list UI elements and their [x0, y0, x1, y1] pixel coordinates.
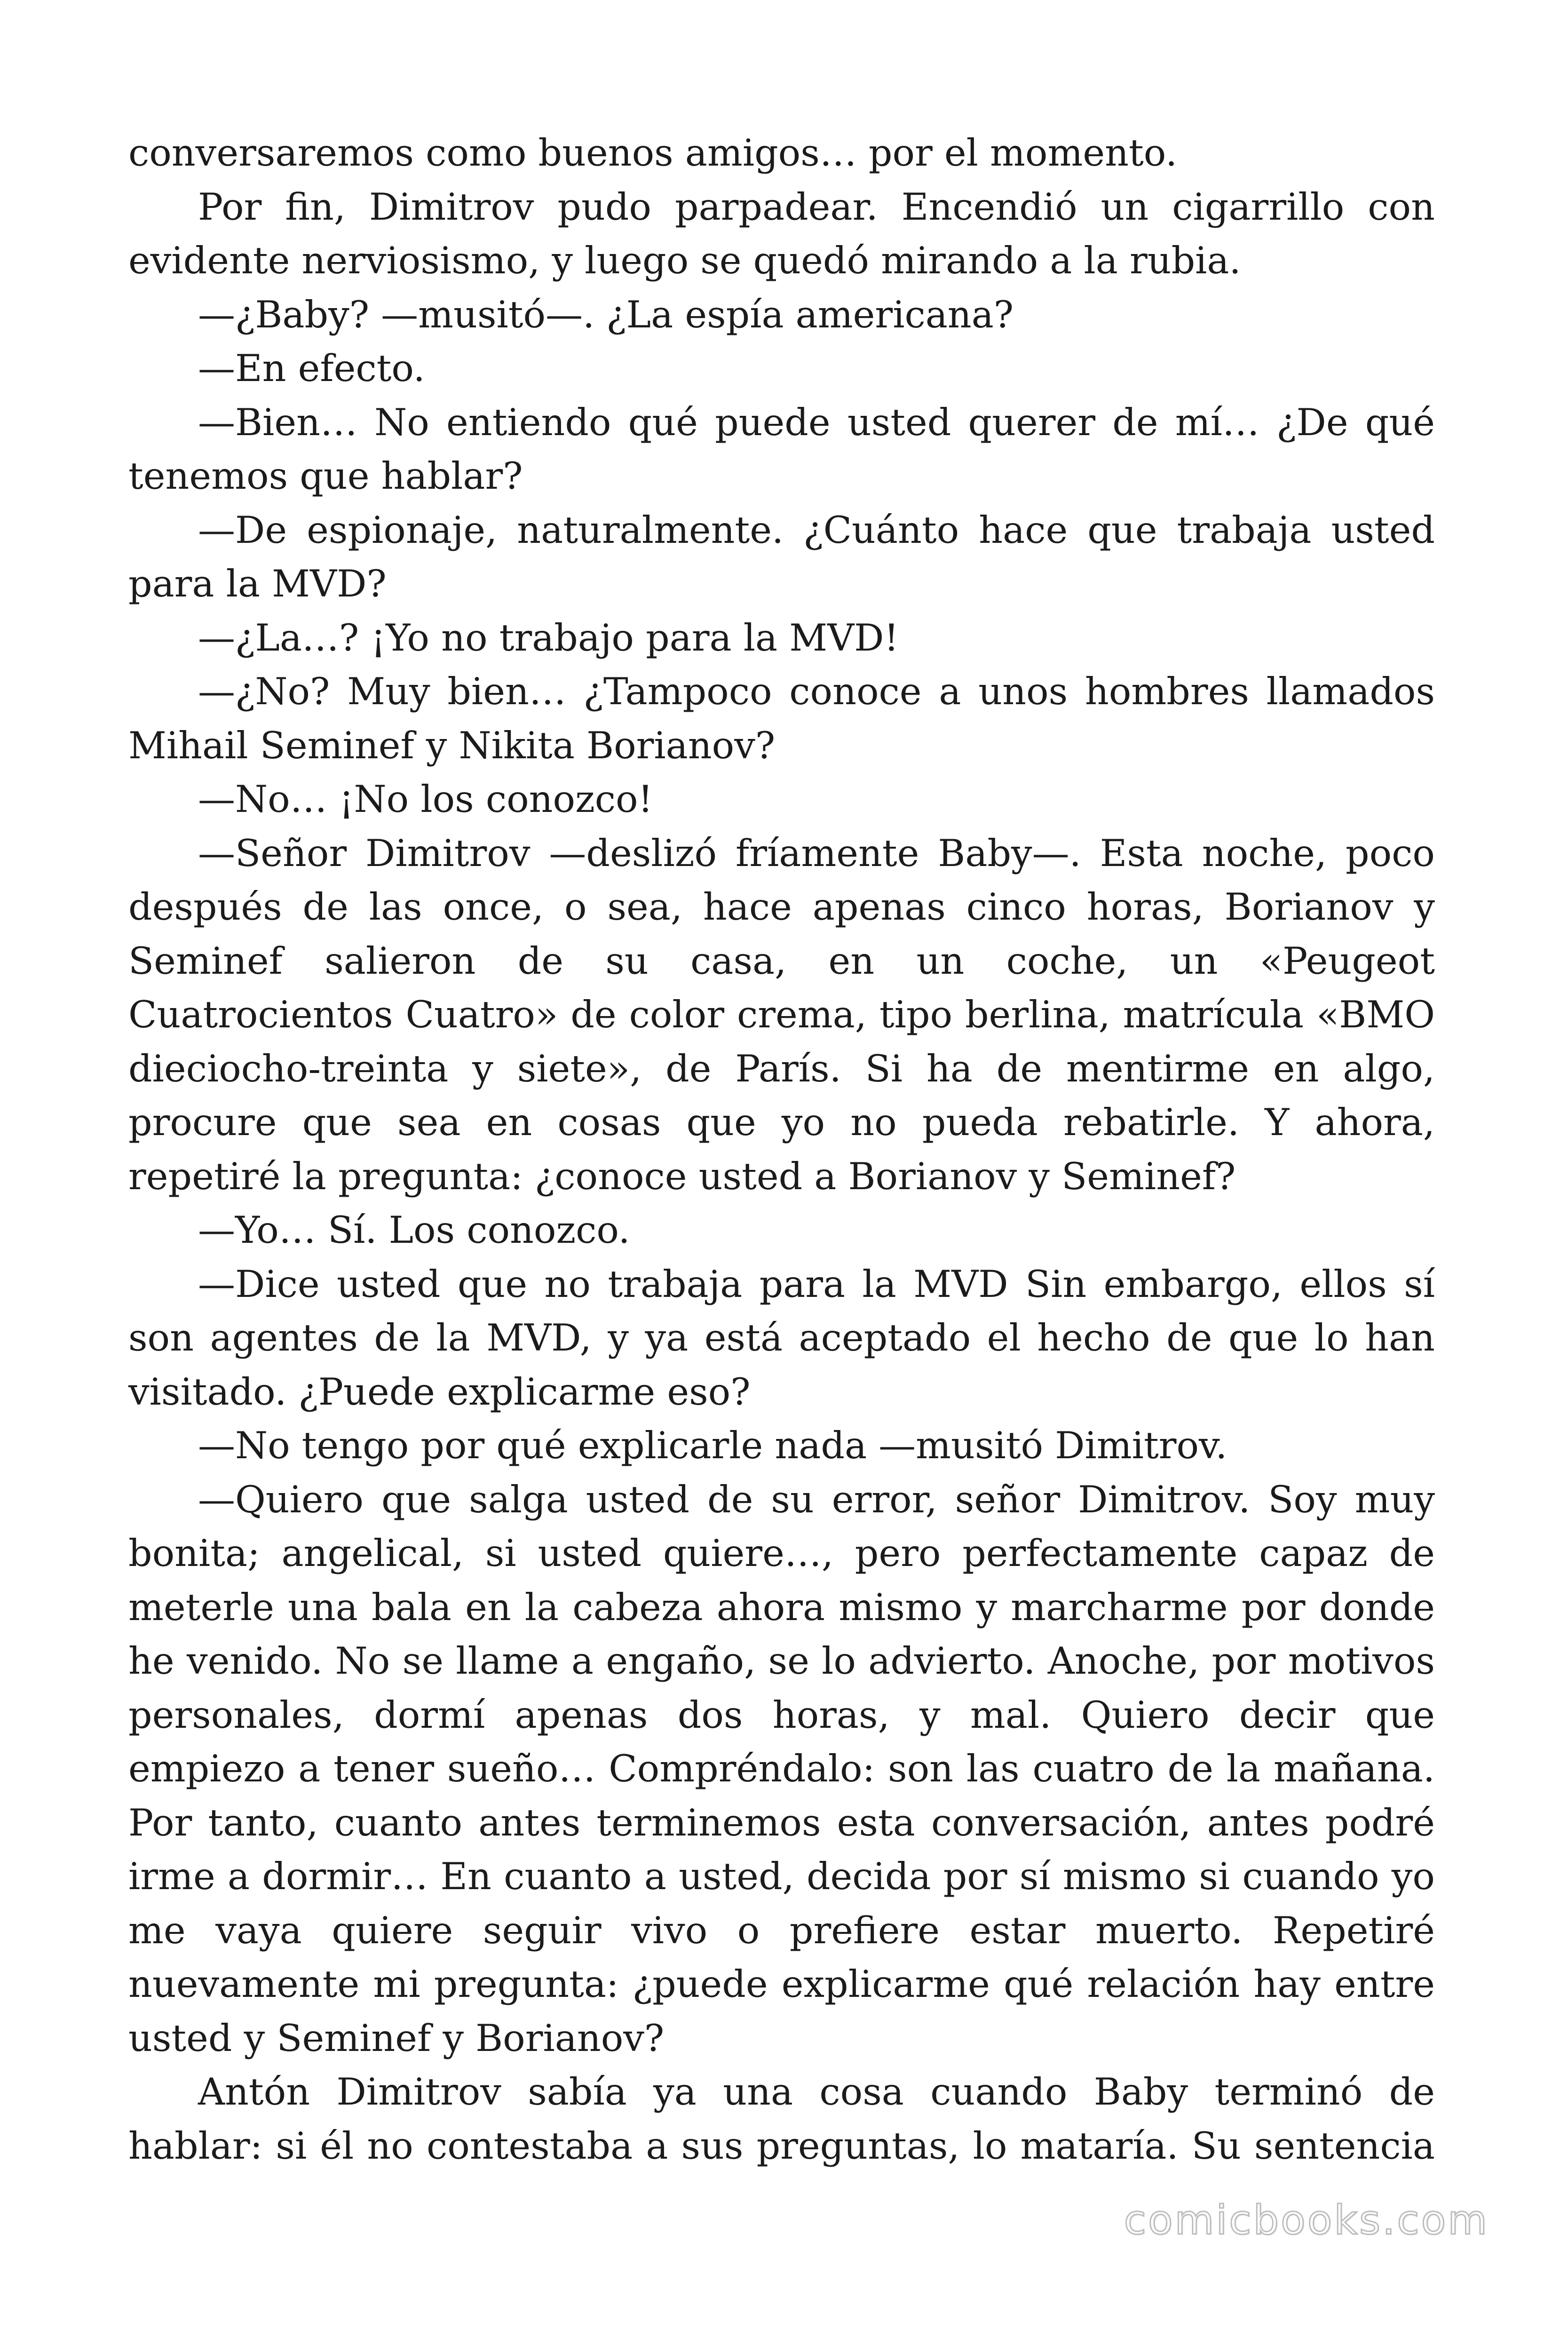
- dialogue-line: —Señor Dimitrov —deslizó fríamente Baby—. Esta noche, poco después de las once, o sea, hace apenas cinco horas, Borianov y Seminef salieron de su casa, en un coche, un «Peugeot Cuatrocientos Cuatro» de color crema, tipo berlina, matrícula «BMO dieciocho-treinta y siete», de París. Si ha de mentirme en algo, procure que sea en cosas que yo no pueda rebatirle. Y ahora, repetiré la pregunta: ¿conoce usted a Borianov y Seminef?: [128, 831, 1435, 1198]
- dialogue-line: —De espionaje, naturalmente. ¿Cuánto hace que trabaja usted para la MVD?: [128, 508, 1435, 605]
- paragraph: Por fin, Dimitrov pudo parpadear. Encendió un cigarrillo con evidente nerviosismo, y luego se quedó mirando a la rubia.: [128, 185, 1435, 282]
- dialogue-line: —Quiero que salga usted de su error, señor Dimitrov. Soy muy bonita; angelical, si usted quiere…, pero perfectamente capaz de meterle una bala en la cabeza ahora mismo y marcharme por donde he venido. No se llame a engaño, se lo advierto. Anoche, por motivos personales, dormí apenas dos horas, y mal. Quiero decir que empiezo a tener sueño… Compréndalo: son las cuatro de la mañana. Por tanto, cuanto antes terminemos esta conversación, antes podré irme a dormir… En cuanto a usted, decida por sí mismo si cuando yo me vaya quiere seguir vivo o prefiere estar muerto. Repetiré nuevamente mi pregunta: ¿puede explicarme qué relación hay entre usted y Seminef y Borianov?: [128, 1478, 1435, 2060]
- dialogue-line: —Bien… No entiendo qué puede usted querer de mí… ¿De qué tenemos que hablar?: [128, 400, 1435, 498]
- dialogue-line: —No tengo por qué explicarle nada —musitó Dimitrov.: [198, 1424, 1227, 1467]
- dialogue-line: —En efecto.: [198, 347, 425, 390]
- dialogue-line: —¿La…? ¡Yo no trabajo para la MVD!: [198, 616, 899, 660]
- paragraph-cut-off: Antón Dimitrov sabía ya una cosa cuando Baby terminó de hablar: si él no contestaba a sus preguntas, lo mataría. Su sentencia: [128, 2070, 1435, 2168]
- dialogue-line: —¿Baby? —musitó—. ¿La espía americana?: [198, 293, 1014, 336]
- paragraph-continuation: conversaremos como buenos amigos… por el momento.: [128, 131, 1178, 175]
- body-text: [128, 126, 1435, 2173]
- dialogue-line: —¿No? Muy bien… ¿Tampoco conoce a unos hombres llamados Mihail Seminef y Nikita Borianov?: [128, 670, 1435, 767]
- watermark-logo: comicbooks.com: [1124, 2197, 1489, 2244]
- dialogue-line: —Yo… Sí. Los conozco.: [198, 1208, 630, 1252]
- dialogue-line: —Dice usted que no trabaja para la MVD Sin embargo, ellos sí son agentes de la MVD, y ya está aceptado el hecho de que lo han visitado. ¿Puede explicarme eso?: [128, 1262, 1435, 1414]
- dialogue-line: —No… ¡No los conozco!: [198, 778, 653, 821]
